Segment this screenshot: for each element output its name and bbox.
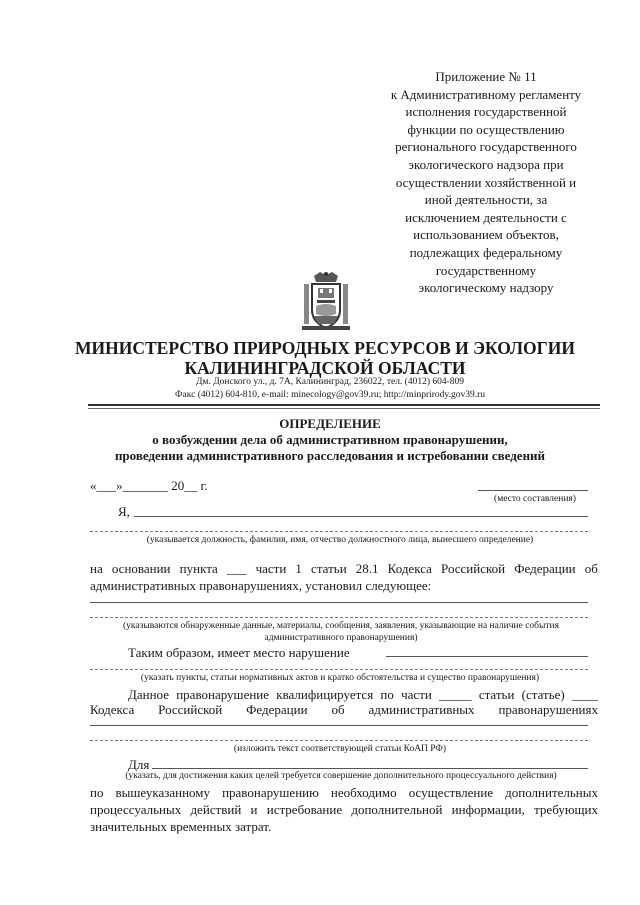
appendix-line: подлежащих федеральному [409,244,563,260]
appendix-line: государственному [435,262,537,278]
contacts-line: Факс (4012) 604-810, e-mail: minecology@gov39.ru; http://minprirody.gov39.ru [175,390,485,400]
basis-word: 1 [295,561,302,576]
basis-line-1 [90,560,598,577]
for-label: Для [128,757,150,772]
appendix-line: исполнения государственной [405,104,567,120]
code-word: административных [368,702,475,717]
document-title-block [60,416,600,464]
basis-word: статьи [311,561,347,576]
code-line [90,701,598,718]
place-field-line[interactable] [478,490,588,491]
data-field-line-1[interactable] [90,602,588,603]
code-word: Российской [158,702,223,717]
address-line: Дм. Донского ул., д. 7А, Калининград, 236022, тел. (4012) 604-809 [195,377,465,387]
basis-word: Российской [441,561,506,576]
basis-word: Федерации [514,561,576,576]
basis-word: об [584,561,598,576]
violation-field-line-2[interactable] [90,669,588,670]
official-caption: (указывается должность, фамилия, имя, отчество должностного лица, вынесшего определение) [146,535,534,545]
data-caption-line-2: административного правонарушения) [264,633,418,643]
basis-word: основании [111,561,171,576]
appendix-line: функции по осуществлению [407,121,565,137]
purpose-caption: (указать, для достижения каких целей требуется совершение дополнительного процессуального действия) [125,771,557,781]
place-caption: (место составления) [494,494,576,504]
appendix-line: исключением деятельности с [405,209,567,225]
koap-field-line-2[interactable] [90,740,588,741]
basis-word: на [90,561,103,576]
official-field-line[interactable] [134,516,588,517]
basis-word: пункта [179,561,218,576]
appendix-line: использованием объектов, [413,227,559,243]
official-field-line-2[interactable] [90,531,588,532]
appendix-line: экологическому надзору [418,280,554,296]
data-caption [88,620,594,644]
koap-caption: (изложить текст соответствующей статьи КоАП РФ) [233,744,447,754]
koap-field-line-1[interactable] [90,725,588,726]
purpose-field-line[interactable] [152,768,588,769]
basis-point-blank[interactable]: ___ [226,561,247,576]
code-word: правонарушениях [498,702,598,717]
violation-label: Таким образом, имеет место нарушение [128,645,350,660]
violation-caption: (указать пункты, статьи нормативных актов и кратко обстоятельства и существо правонарушения) [140,673,540,683]
i-label: Я, [118,504,130,519]
appendix-block [368,68,604,297]
code-word: об [331,702,345,717]
code-word: Кодекса [90,702,135,717]
date-field[interactable]: «___»_______ 20__ г. [90,478,208,493]
document-subtitle-2: проведении административного расследования и истребовании сведений [114,448,546,463]
basis-line-2: административных правонарушениях, установил следующее: [90,578,432,593]
data-field-line-2[interactable] [90,617,588,618]
header-divider-thin [88,408,600,409]
data-caption-line-1: (указываются обнаруженные данные, материалы, сообщения, заявления, указывающие на наличие события [123,621,559,631]
document-subtitle-1: о возбуждении дела об административном правонарушении, [152,432,508,447]
basis-word: Кодекса [387,561,432,576]
coat-of-arms-icon [300,270,352,332]
appendix-line: иной деятельности, за [424,192,548,208]
appendix-line: осуществлении хозяйственной и [395,174,577,190]
appendix-line: к Административному регламенту [390,86,582,102]
final-paragraph: по вышеуказанному правонарушению необходимо осуществление дополнительных процессуальных действий и истребование дополнительной информации, требующих значительных временных затрат. [90,785,598,834]
header-divider [88,404,600,406]
basis-word: части [255,561,287,576]
appendix-line: регионального государственного [395,139,577,155]
qualification-line: Данное правонарушение квалифицируется по части _____ статьи (статье) ____ [128,687,598,702]
code-word: Федерации [246,702,308,717]
appendix-line: Приложение № 11 [435,69,537,84]
ministry-line-1: МИНИСТЕРСТВО ПРИРОДНЫХ РЕСУРСОВ И ЭКОЛОГИИ [75,338,575,358]
appendix-line: экологического надзора при [408,156,564,172]
document-title: ОПРЕДЕЛЕНИЕ [279,416,381,431]
violation-field-line-1[interactable] [386,656,588,657]
ministry-line-2: КАЛИНИНГРАДСКОЙ ОБЛАСТИ [184,358,466,378]
basis-word: 28.1 [355,561,379,576]
ministry-name [60,338,590,378]
ministry-address [130,376,530,402]
